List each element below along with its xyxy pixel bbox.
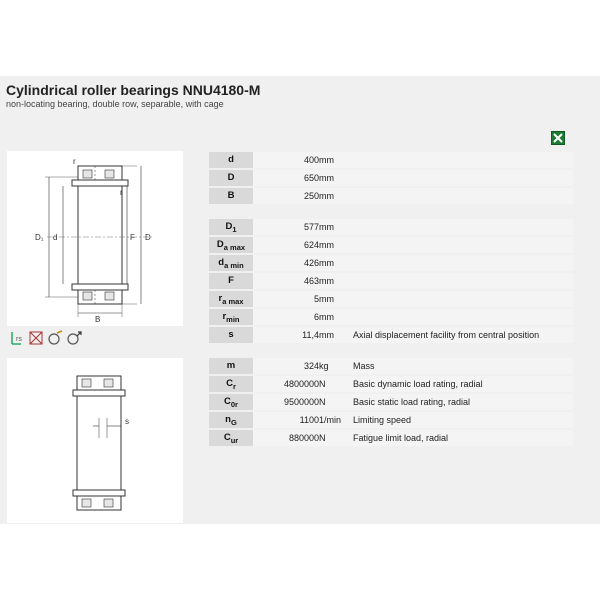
page-subtitle: non-locating bearing, double row, separable, with cage bbox=[6, 99, 224, 109]
unit-cell: 1/min bbox=[319, 412, 353, 428]
table-row bbox=[209, 152, 573, 168]
value-cell: 577 bbox=[253, 219, 319, 235]
bearing-drawing-panel bbox=[7, 151, 183, 326]
drawing-label-r-side: r bbox=[120, 188, 123, 197]
unit-cell: mm bbox=[319, 255, 353, 271]
svg-text:rs: rs bbox=[16, 336, 22, 343]
description-cell: Mass bbox=[353, 358, 573, 374]
description-cell: Basic static load rating, radial bbox=[353, 394, 573, 410]
symbol-subscript: r bbox=[232, 381, 236, 391]
unit-cell: N bbox=[319, 376, 353, 392]
axial-displacement-drawing bbox=[7, 358, 183, 523]
value-cell: 463 bbox=[253, 273, 319, 289]
unit-cell: mm bbox=[319, 237, 353, 253]
table-row bbox=[209, 188, 573, 204]
table-row bbox=[209, 273, 573, 289]
description-cell: Axial displacement facility from central position bbox=[353, 327, 573, 343]
description-cell bbox=[353, 255, 573, 271]
drawing-label-outer-d: D bbox=[145, 233, 151, 242]
mounting-tool-icon bbox=[47, 330, 63, 346]
value-cell: 11,4 bbox=[253, 327, 319, 343]
symbol-cell bbox=[209, 309, 253, 325]
symbol-cell bbox=[209, 152, 253, 168]
value-cell: 426 bbox=[253, 255, 319, 271]
table-row bbox=[209, 219, 573, 235]
symbol-text: D bbox=[225, 220, 233, 232]
dismounting-tool-icon bbox=[66, 330, 82, 346]
value-cell: 650 bbox=[253, 170, 319, 186]
description-cell: Limiting speed bbox=[353, 412, 573, 428]
matched-pair-symbol-icon bbox=[28, 330, 44, 346]
value-cell: 250 bbox=[253, 188, 319, 204]
symbol-cell bbox=[209, 273, 253, 289]
value-cell: 880000 bbox=[253, 430, 319, 446]
symbol-text: s bbox=[228, 328, 234, 340]
symbol-text: D bbox=[227, 171, 235, 183]
table-row bbox=[209, 255, 573, 271]
symbol-cell bbox=[209, 219, 253, 235]
symbol-cell bbox=[209, 394, 253, 410]
symbol-text: m bbox=[226, 359, 236, 371]
drawing-label-r-top: r bbox=[73, 157, 76, 166]
symbol-subscript: a max bbox=[223, 242, 246, 252]
ratings-table bbox=[209, 356, 573, 448]
unit-cell: mm bbox=[319, 152, 353, 168]
value-cell: 4800000 bbox=[253, 376, 319, 392]
symbol-subscript: a min bbox=[224, 260, 244, 270]
symbol-text: d bbox=[228, 153, 234, 165]
symbol-text: C bbox=[223, 431, 231, 443]
symbol-cell bbox=[209, 358, 253, 374]
symbol-cell bbox=[209, 188, 253, 204]
unit-cell: mm bbox=[319, 273, 353, 289]
symbol-text: D bbox=[216, 238, 224, 250]
dimensions-table bbox=[209, 150, 573, 206]
description-cell bbox=[353, 291, 573, 307]
symbol-text: r bbox=[218, 292, 223, 304]
drawing-label-s: s bbox=[125, 417, 129, 426]
symbol-subscript: G bbox=[230, 417, 237, 427]
value-cell: 5 bbox=[253, 291, 319, 307]
table-row bbox=[209, 170, 573, 186]
description-cell bbox=[353, 188, 573, 204]
description-cell: Basic dynamic load rating, radial bbox=[353, 376, 573, 392]
description-cell bbox=[353, 273, 573, 289]
description-cell bbox=[353, 152, 573, 168]
drawing-label-f: F bbox=[130, 233, 135, 242]
value-cell: 1100 bbox=[253, 412, 319, 428]
drawing-label-d: d bbox=[53, 233, 58, 242]
symbol-text: d bbox=[218, 256, 225, 268]
displacement-drawing-panel bbox=[7, 358, 183, 523]
page-title: Cylindrical roller bearings NNU4180-M bbox=[6, 82, 261, 98]
description-cell bbox=[353, 237, 573, 253]
table-row bbox=[209, 237, 573, 253]
symbol-text: C bbox=[224, 395, 231, 407]
unit-cell: mm bbox=[319, 170, 353, 186]
table-row bbox=[209, 376, 573, 392]
symbol-text: r bbox=[222, 310, 227, 322]
drawing-label-b: B bbox=[95, 315, 101, 324]
symbol-subscript: min bbox=[226, 314, 240, 324]
symbol-subscript: a max bbox=[222, 296, 244, 306]
symbol-text: F bbox=[228, 274, 234, 286]
symbol-subscript: 1 bbox=[232, 224, 237, 234]
table-row bbox=[209, 412, 573, 428]
description-cell bbox=[353, 219, 573, 235]
table-row bbox=[209, 394, 573, 410]
description-cell bbox=[353, 170, 573, 186]
symbol-text: n bbox=[225, 413, 231, 425]
table-row bbox=[209, 327, 573, 343]
symbol-text: C bbox=[226, 377, 233, 389]
unit-cell: mm bbox=[319, 327, 353, 343]
unit-cell: mm bbox=[319, 309, 353, 325]
symbol-cell bbox=[209, 237, 253, 253]
unit-cell: mm bbox=[319, 188, 353, 204]
unit-cell: kg bbox=[319, 358, 353, 374]
symbol-subscript: 0r bbox=[230, 399, 238, 409]
value-cell: 6 bbox=[253, 309, 319, 325]
description-cell bbox=[353, 309, 573, 325]
symbol-cell bbox=[209, 170, 253, 186]
unit-cell: N bbox=[319, 430, 353, 446]
symbol-cell bbox=[209, 291, 253, 307]
symbol-cell bbox=[209, 255, 253, 271]
table-row bbox=[209, 309, 573, 325]
unit-cell: mm bbox=[319, 291, 353, 307]
value-cell: 9500000 bbox=[253, 394, 319, 410]
symbol-cell bbox=[209, 376, 253, 392]
symbol-subscript: ur bbox=[230, 435, 239, 445]
unit-cell: mm bbox=[319, 219, 353, 235]
table-row bbox=[209, 358, 573, 374]
unit-cell: N bbox=[319, 394, 353, 410]
drawing-label-d1: D₁ bbox=[35, 233, 44, 242]
fixing-symbol-icon bbox=[9, 330, 25, 346]
symbol-text: B bbox=[227, 189, 235, 201]
excel-export-icon[interactable] bbox=[551, 131, 565, 145]
symbol-cell bbox=[209, 430, 253, 446]
symbol-cell bbox=[209, 327, 253, 343]
value-cell: 324 bbox=[253, 358, 319, 374]
table-row bbox=[209, 291, 573, 307]
description-cell: Fatigue limit load, radial bbox=[353, 430, 573, 446]
table-row bbox=[209, 430, 573, 446]
bearing-cross-section-drawing bbox=[7, 151, 183, 326]
mounting-dimensions-table bbox=[209, 217, 573, 345]
value-cell: 624 bbox=[253, 237, 319, 253]
symbol-cell bbox=[209, 412, 253, 428]
value-cell: 400 bbox=[253, 152, 319, 168]
